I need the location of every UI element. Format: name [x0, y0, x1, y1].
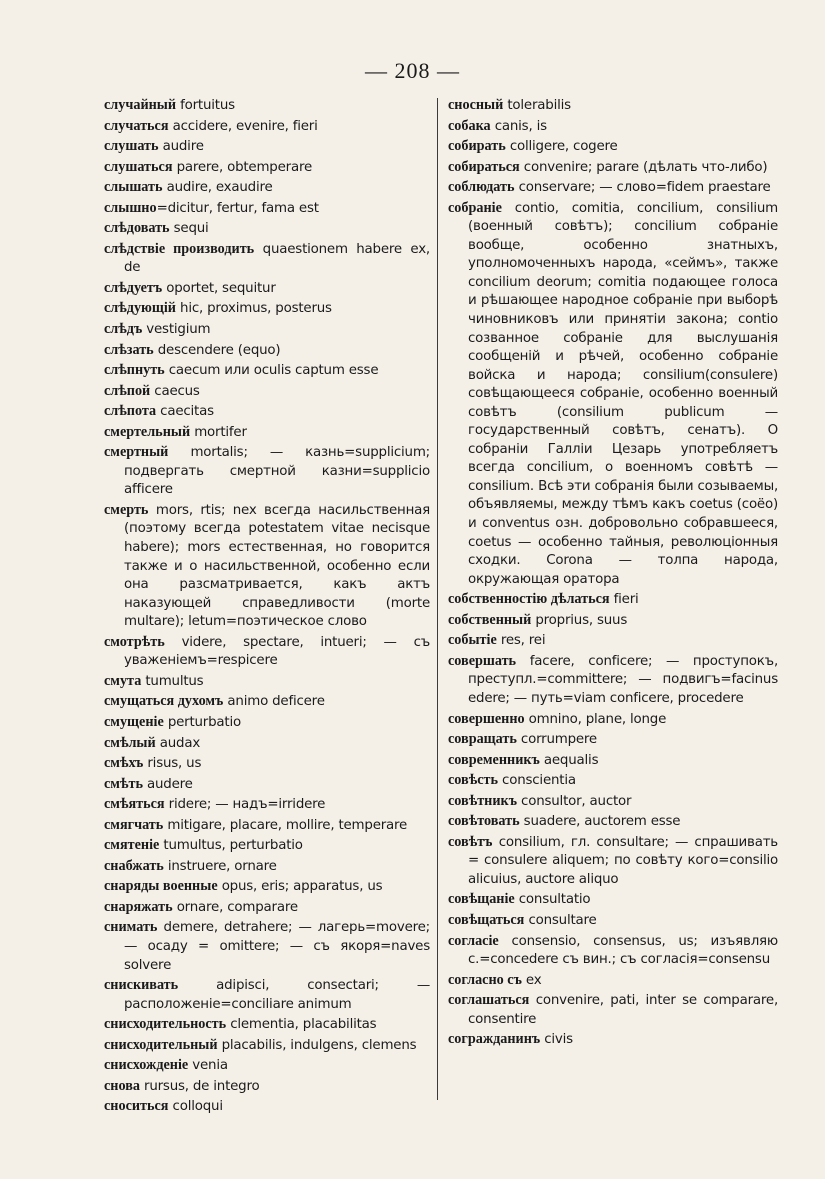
entry-definition: audire — [162, 139, 204, 155]
dictionary-entry — [448, 96, 778, 116]
entry-definition: mortalis; — казнь=supplicium; подвергать смертной казни=supplicio afficere — [124, 445, 430, 498]
dictionary-entry — [448, 890, 778, 910]
entry-definition: facere, conficere; — проступокъ, преступл.=committere; — подвигъ=facinus edere; — путь=viam conficere, procedere — [468, 653, 778, 706]
entry-definition: opus, eris; apparatus, us — [221, 879, 383, 895]
entry-headword: слушать — [104, 138, 159, 155]
entry-definition: instruere, ornare — [167, 858, 277, 874]
entry-headword: снискивать — [104, 977, 179, 994]
entry-headword: собственностію дѣлаться — [448, 591, 610, 608]
dictionary-entry — [448, 730, 778, 750]
entry-headword: собственный — [448, 611, 532, 628]
entry-headword: слѣзать — [104, 341, 154, 358]
entry-definition: accidere, evenire, fieri — [172, 118, 318, 134]
dictionary-entry — [104, 857, 430, 877]
entry-headword: слѣдовать — [104, 220, 170, 237]
entry-headword: совѣсть — [448, 772, 498, 789]
left-column — [104, 96, 430, 1118]
dictionary-entry — [448, 792, 778, 812]
entry-headword: снисхожденіе — [104, 1057, 189, 1074]
dictionary-entry — [104, 898, 430, 918]
entry-definition: hic, proximus, posterus — [180, 301, 332, 317]
entry-definition: colloqui — [172, 1099, 223, 1115]
dictionary-entry — [104, 320, 430, 340]
dictionary-entry — [104, 341, 430, 361]
entry-definition: convenire, pati, inter se comparare, consentire — [468, 993, 779, 1027]
entry-headword: соблюдать — [448, 179, 515, 196]
entry-definition: tumultus, perturbatio — [163, 838, 303, 854]
entry-headword: совращать — [448, 731, 517, 748]
entry-definition: conservare; — слово=fidem praestare — [518, 180, 771, 196]
dictionary-entry — [448, 178, 778, 198]
entry-definition: rursus, de integro — [144, 1078, 260, 1094]
dictionary-entry — [104, 402, 430, 422]
entry-headword: смущеніе — [104, 713, 164, 730]
entry-definition: placabilis, indulgens, clemens — [221, 1037, 417, 1053]
dictionary-entry — [104, 96, 430, 116]
dictionary-entry — [448, 117, 778, 137]
entry-definition: clementia, placabilitas — [230, 1017, 377, 1033]
entry-headword: совѣтникъ — [448, 792, 517, 809]
entry-definition: caecus — [154, 383, 200, 399]
page-number: — 208 — — [365, 58, 460, 83]
dictionary-entry — [104, 1056, 430, 1076]
entry-headword: случайный — [104, 97, 177, 113]
entry-headword: совершенно — [448, 710, 525, 727]
dictionary-entry — [448, 932, 778, 970]
entry-definition: risus, us — [147, 756, 202, 772]
entry-headword: согражданинъ — [448, 1031, 541, 1048]
entry-headword: собирать — [448, 138, 506, 155]
entry-definition: fieri — [613, 592, 639, 608]
entry-definition: consultor, auctor — [521, 793, 632, 809]
entry-definition: vestigium — [146, 322, 211, 338]
entry-headword: слѣпнуть — [104, 362, 165, 379]
column-divider — [437, 98, 438, 1100]
dictionary-entry — [104, 692, 430, 712]
entry-headword: снаряжать — [104, 898, 173, 915]
dictionary-entry — [448, 652, 778, 709]
entry-headword: слѣпой — [104, 382, 151, 399]
entry-headword: совѣщаться — [448, 911, 525, 928]
entry-definition: perturbatio — [167, 714, 241, 730]
entry-definition: quaestionem habere ex, de — [124, 241, 430, 276]
entry-definition: mors, rtis; nex всегда насильственная (поэтому всегда potestatem vitae necisque habere); mors естественная, но говорится также и о насильственной, особенно если она разсматривается, какъ актъ наказующей справедливости (morte multare); letum=поэтическое слово — [124, 502, 431, 630]
dictionary-entry — [448, 710, 778, 730]
dictionary-entry — [104, 178, 430, 198]
dictionary-entry — [448, 137, 778, 157]
entry-headword: смѣяться — [104, 796, 165, 813]
entry-definition: adipisci, consectari; — расположеніе=conciliare animum — [124, 978, 431, 1012]
entry-headword: собраніе — [448, 199, 502, 216]
entry-headword: смущаться духомъ — [104, 693, 224, 710]
entry-headword: совѣтовать — [448, 813, 520, 830]
dictionary-entry — [104, 754, 430, 774]
entry-definition: mitigare, placare, mollire, temperare — [167, 817, 408, 833]
entry-definition: demere, detrahere; — лагерь=movere; — осаду = omittere; — съ якоря=naves solvere — [124, 920, 430, 973]
entry-definition: conscientia — [502, 773, 576, 789]
dictionary-entry — [104, 240, 430, 278]
dictionary-entry — [104, 877, 430, 897]
entry-definition: ridere; — надъ=irridere — [168, 797, 326, 813]
entry-definition: consultare — [528, 912, 597, 928]
dictionary-entry — [104, 117, 430, 137]
dictionary-entry — [104, 795, 430, 815]
entry-definition: contio, comitia, concilium, consilium (военный совѣтъ); concilium собраніе вообще, особенно знатныхъ, уполномоченныхъ народа, «сеймъ», также concilium deorum; comitia подающее голоса и рѣшающее народное собраніе при выборѣ чиновниковъ или принятіи закона; contio созванное собраніе для выслушанія сообщеній и рѣчей, особенно собраніе войска и народа; consilium(consulere) совѣщающееся собраніе, особенно военный совѣтъ (consilium publicum — государственный совѣтъ, сенатъ). О собраніи Галліи Цезарь употребляетъ всегда concilium, о военномъ совѣтѣ — consilium. Всѣ эти собранія были созываемы, объявляемы, между тѣмъ какъ coetus (coëo) и conventus озн. добровольно собравшееся, coetus — особенно тайныя, революціонныя сходки. Corona — толпа народа, окружающая оратора — [468, 200, 778, 587]
dictionary-entry — [448, 812, 778, 832]
entry-headword: смерть — [104, 501, 149, 518]
entry-headword: слѣдъ — [104, 321, 143, 338]
entry-headword: смертный — [104, 444, 169, 461]
dictionary-entry — [448, 991, 778, 1029]
entry-headword: слушаться — [104, 158, 173, 175]
entry-definition: oportet, sequitur — [166, 280, 276, 296]
entry-definition: tumultus — [145, 673, 204, 689]
entry-headword: снисходительный — [104, 1036, 218, 1053]
dictionary-entry — [448, 911, 778, 931]
entry-headword: совѣтъ — [448, 833, 493, 850]
dictionary-entry — [104, 976, 430, 1014]
entry-headword: сноситься — [104, 1098, 169, 1115]
entry-headword: смѣхъ — [104, 755, 144, 772]
dictionary-entry — [104, 1097, 430, 1117]
entry-headword: слышать — [104, 179, 163, 196]
dictionary-entry — [104, 633, 430, 671]
dictionary-entry — [104, 199, 430, 219]
entry-headword: смятеніе — [104, 837, 160, 854]
entry-definition: mortifer — [194, 424, 247, 440]
entry-definition: canis, is — [494, 118, 547, 134]
dictionary-entry — [448, 631, 778, 651]
entry-definition: omnino, plane, longe — [528, 711, 667, 727]
entry-definition: ornare, comparare — [176, 899, 298, 915]
entry-headword: слѣдующій — [104, 300, 176, 317]
entry-definition: parere, obtemperare — [176, 159, 313, 175]
entry-headword: снаряды военные — [104, 878, 218, 895]
dictionary-entry — [104, 734, 430, 754]
entry-definition: audere — [147, 776, 193, 792]
entry-definition: descendere (equo) — [157, 342, 281, 358]
entry-definition: aequalis — [543, 752, 599, 768]
dictionary-entry — [104, 1036, 430, 1056]
entry-headword: слѣпота — [104, 403, 157, 420]
entry-definition: videre, spectare, intueri; — съ уваженіемъ=respicere — [124, 634, 431, 669]
dictionary-entry — [104, 672, 430, 692]
entry-definition: colligere, cogere — [509, 139, 618, 155]
entry-definition: proprius, suus — [535, 612, 628, 628]
dictionary-entry — [448, 771, 778, 791]
entry-definition: convenire; parare (дѣлать что-либо) — [523, 159, 768, 175]
entry-definition: animo deficere — [227, 694, 325, 710]
dictionary-entry — [104, 918, 430, 975]
entry-definition: =dicitur, fertur, fama est — [156, 200, 319, 216]
entry-headword: слѣдствіе производить — [104, 240, 255, 257]
entry-headword: смута — [104, 672, 142, 689]
entry-definition: caecum или oculis captum esse — [168, 363, 379, 379]
entry-headword: сносный — [448, 97, 504, 113]
entry-definition: sequi — [173, 221, 209, 237]
entry-headword: случаться — [104, 117, 169, 134]
entry-headword: слѣдуетъ — [104, 279, 163, 296]
dictionary-entry — [448, 158, 778, 178]
entry-definition: audax — [159, 735, 201, 751]
entry-definition: consilium, гл. consultare; — спрашивать = consulere aliquem; по совѣту кого=consilio alicuius, auctore aliquo — [468, 834, 778, 887]
dictionary-entry — [104, 713, 430, 733]
dictionary-entry — [448, 611, 778, 631]
entry-headword: смѣть — [104, 775, 143, 792]
dictionary-entry — [104, 299, 430, 319]
dictionary-entry — [104, 836, 430, 856]
entry-headword: совѣщаніе — [448, 891, 515, 908]
entry-definition: res, rei — [500, 633, 546, 649]
dictionary-entry — [104, 137, 430, 157]
entry-definition: audire, exaudire — [166, 180, 273, 196]
dictionary-entry — [448, 590, 778, 610]
entry-headword: смягчать — [104, 816, 164, 833]
dictionary-entry — [448, 1030, 778, 1050]
dictionary-entry — [448, 833, 778, 890]
dictionary-entry — [448, 971, 778, 991]
entry-headword: соглашаться — [448, 992, 530, 1009]
entry-headword: снисходительность — [104, 1016, 227, 1033]
entry-definition: caecitas — [160, 404, 214, 420]
dictionary-entry — [104, 361, 430, 381]
entry-headword: совершать — [448, 652, 517, 669]
dictionary-entry — [104, 443, 430, 500]
dictionary-entry — [104, 775, 430, 795]
dictionary-entry — [104, 158, 430, 178]
right-column — [448, 96, 778, 1051]
entry-headword: смотрѣть — [104, 633, 165, 650]
entry-headword: смертельный — [104, 423, 191, 440]
entry-definition: corrumpere — [520, 732, 597, 748]
entry-headword: собираться — [448, 158, 520, 175]
dictionary-entry — [448, 199, 778, 589]
dictionary-entry — [448, 751, 778, 771]
entry-headword: согласіе — [448, 932, 499, 949]
entry-headword: событіе — [448, 632, 497, 649]
entry-definition: suadere, auctorem esse — [523, 814, 681, 830]
entry-headword: снабжать — [104, 857, 164, 874]
dictionary-entry — [104, 279, 430, 299]
entry-definition: fortuitus — [180, 98, 235, 113]
entry-definition: venia — [192, 1058, 228, 1074]
dictionary-entry — [104, 423, 430, 443]
dictionary-entry — [104, 219, 430, 239]
entry-definition: ex — [525, 972, 542, 988]
entry-headword: современникъ — [448, 751, 540, 768]
dictionary-entry — [104, 382, 430, 402]
entry-definition: tolerabilis — [507, 98, 571, 113]
entry-definition: civis — [544, 1032, 573, 1048]
entry-headword: согласно съ — [448, 971, 522, 988]
dictionary-entry — [104, 1015, 430, 1035]
entry-headword: снова — [104, 1077, 140, 1094]
entry-definition: consensio, consensus, us; изъявляю с.=concedere съ вин.; съ согласія=consensu — [468, 933, 778, 968]
entry-headword: смѣлый — [104, 734, 156, 751]
dictionary-entry — [104, 501, 430, 632]
entry-definition: consultatio — [518, 892, 591, 908]
entry-headword: слышно — [104, 199, 157, 216]
entry-headword: снимать — [104, 919, 158, 936]
dictionary-entry — [104, 816, 430, 836]
dictionary-entry — [104, 1077, 430, 1097]
entry-headword: собака — [448, 117, 491, 134]
